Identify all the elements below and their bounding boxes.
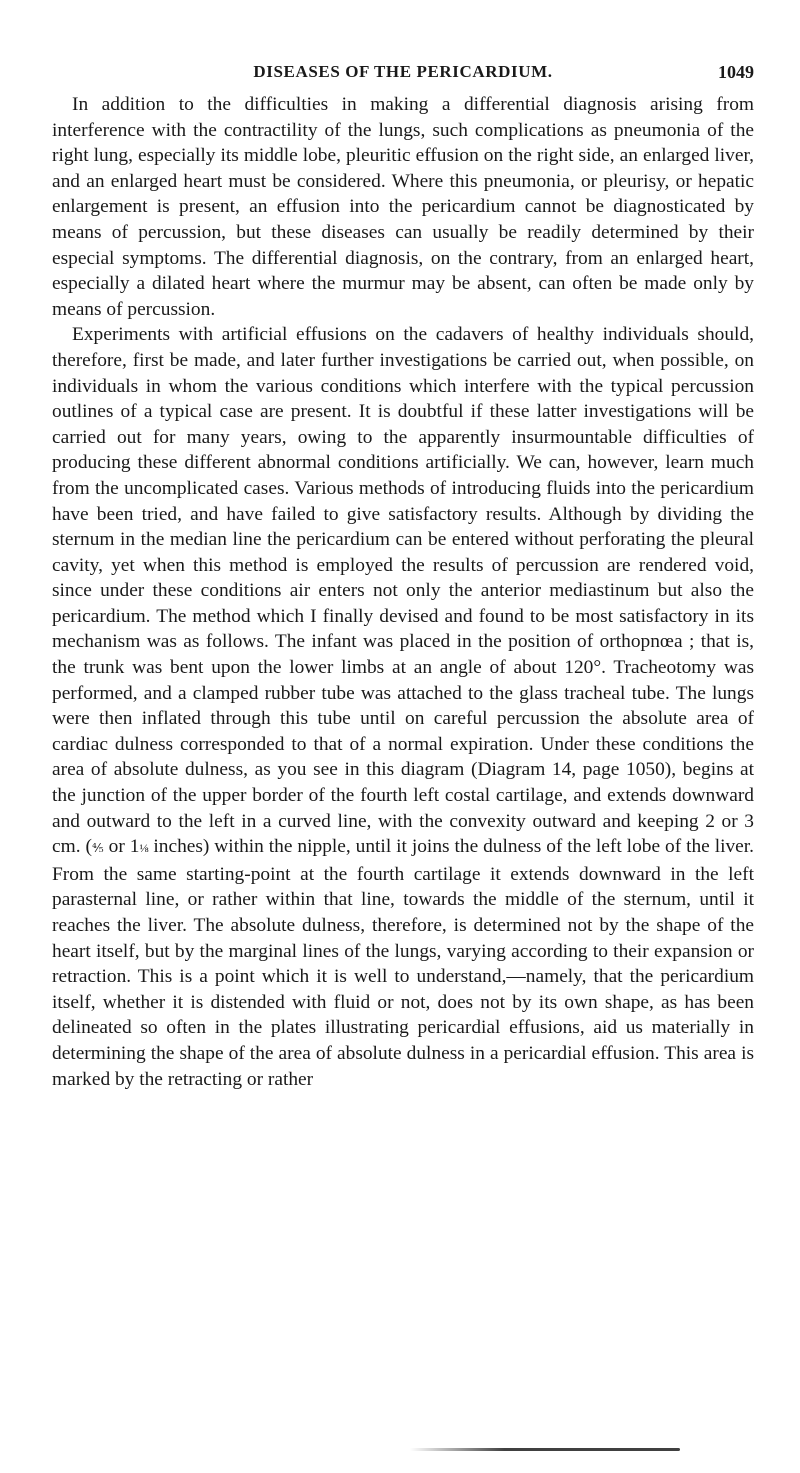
page-number: 1049 [718, 62, 754, 82]
paragraph-2 [52, 322, 754, 1092]
fraction-inches-high: ⅛ [139, 841, 149, 856]
running-head [52, 62, 754, 88]
bottom-rule [410, 1448, 680, 1451]
paragraph-1-text: In addition to the difficulties in making a differential diagnosis arising from interference with the contractility of the lungs, such complications as pneumonia of the right lung, especially its middle lobe, pleuritic effusion on the right side, an enlarged liver, and an enlarged heart must be considered. Where this pneumonia, or pleurisy, or hepatic enlargement is present, an effusion into the pericardium cannot be diagnosticated by means of percussion, but these diseases can usually be readily determined by their especial symptoms. The differential diagnosis, on the contrary, from an enlarged heart, especially a dilated heart where the murmur may be absent, can often be made only by means of percussion. [52, 94, 754, 320]
body-text [52, 92, 754, 1092]
paragraph-2-text-mid: or 1 [103, 836, 140, 858]
fraction-inches-low: ⅘ [91, 841, 104, 856]
paragraph-2-text-end: inches) within the nipple, until it joins the dulness of the left lobe of the liver. From the same starting-point at the fourth cartilage it extends downward in the left parasternal line, or rather within that line, towards the middle of the sternum, until it reaches the liver. The absolute dulness, therefore, is determined not by the shape of the heart itself, but by the marginal lines of the lungs, varying according to their expansion or retraction. This is a point which it is well to understand,—namely, that the pericardium itself, whether it is distended with fluid or not, does not by its own shape, as has been delineated so often in the plates illustrating pericardial effusions, aid us materially in determining the shape of the area of absolute dulness in a pericardial effusion. This area is marked by the retracting or rather [52, 836, 755, 1090]
paragraph-2-text-start: Experiments with artificial effusions on the cadavers of healthy individuals should, therefore, first be made, and later further investigations be carried out, when possible, on individuals in whom the various conditions which interfere with the typical percussion outlines of a typical case are present. It is doubtful if these latter investigations will be carried out for many years, owing to the apparently insurmountable difficulties of producing these different abnormal conditions artificially. We can, however, learn much from the uncomplicated cases. Various methods of introducing fluids into the pericardium have been tried, and have failed to give satisfactory results. Although by dividing the sternum in the median line the pericardium can be entered without perforating the pleural cavity, yet when this method is employed the results of percussion are rendered void, since under these conditions air enters not only the anterior mediastinum but also the pericardium. The method which I finally devised and found to be most satisfactory in its mechanism was as follows. The infant was placed in the position of orthopnœa ; that is, the trunk was bent upon the lower limbs at an angle of about 120°. Tracheotomy was performed, and a clamped rubber tube was attached to the glass tracheal tube. The lungs were then inflated through this tube until on careful percussion the absolute area of cardiac dulness corresponded to that of a normal expiration. Under these conditions the area of absolute dulness, as you see in this diagram (Diagram 14, page 1050), begins at the junction of the upper border of the fourth left costal cartilage, and extends downward and outward to the left in a curved line, with the convexity outward and keeping 2 or 3 cm. ( [52, 324, 754, 858]
running-title: DISEASES OF THE PERICARDIUM. [253, 62, 553, 81]
paragraph-1 [52, 92, 754, 322]
